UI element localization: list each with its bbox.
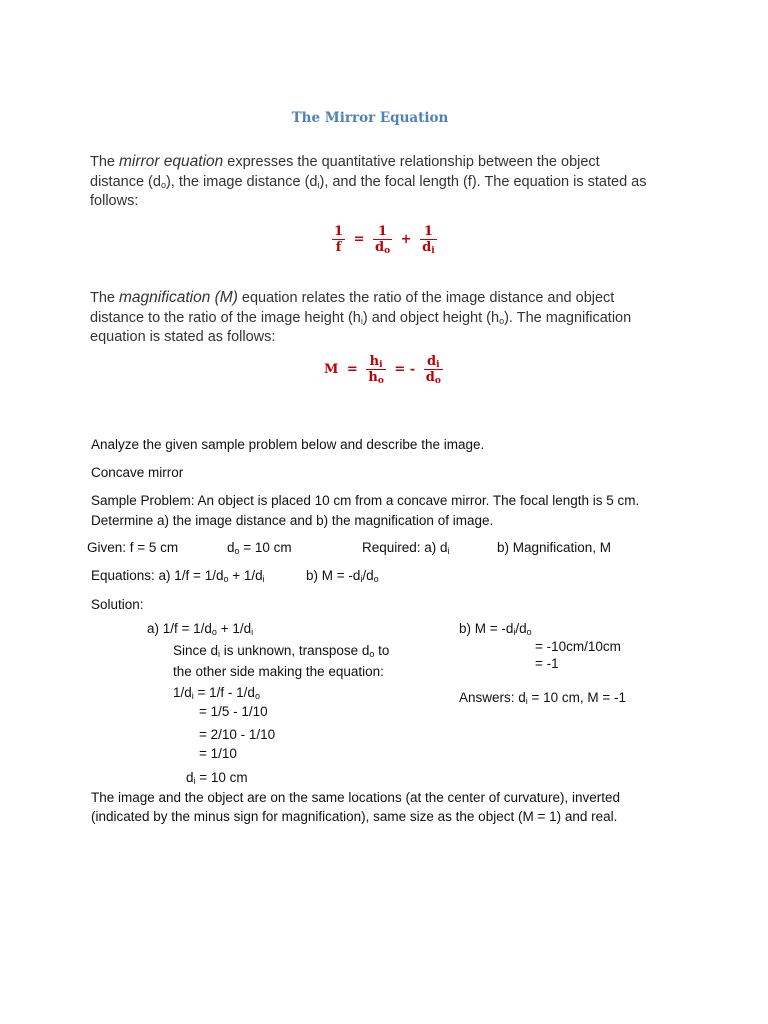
- conclusion: The image and the object are on the same locations (at the center of curvature), inverted (indicated by the minus sign for magnification), same size as the object (M = 1) and real.: [91, 790, 621, 824]
- given-object-distance: $d_o = 10$ cm: [227, 540, 292, 556]
- answers: Answers: $d_i = 10$ cm, M = -1: [459, 690, 627, 705]
- solution-step-3: = 2/10 - 1/10: [199, 727, 276, 742]
- magnification-formula: M = $\frac{h_i}{h_o}$ = - $\frac{d_i}{d_o}$: [324, 354, 441, 386]
- analyze-instruction: Analyze the given sample problem below and describe the image.: [91, 437, 485, 452]
- mirror-type: Concave mirror: [91, 465, 184, 480]
- equation-a: Equations: a) $1/f = 1/d_o + 1/d_i$: [91, 568, 265, 584]
- mirror-equation-formula: $\frac{1}{f}$ = $\frac{1}{d_o}$ + $\frac{1}{d_i}$: [334, 224, 435, 256]
- solution-b-equation: b) $M = -d_i/d_o$: [459, 621, 532, 637]
- solution-step-1: $1/d_i = 1/f - 1/d_o$: [173, 685, 260, 701]
- required-magnification: b) Magnification, M: [497, 540, 612, 555]
- solution-step-4: = 1/10: [199, 746, 237, 761]
- page-title: The Mirror Equation: [291, 110, 449, 126]
- equation-b: b) $M = -d_i/d_o$: [306, 568, 379, 584]
- magnification-paragraph: The magnification (M) equation relates the ratio of the image distance and object distance to the ratio of the image height $(h_i)$ and object height $(h_o)$. The magnification equation is stated as follows:: [90, 289, 632, 345]
- solution-b-step-1: = -10cm/10cm: [535, 639, 621, 654]
- solution-a-equation: a) $1/f = 1/d_o + 1/d_i$: [147, 621, 254, 637]
- sample-problem: Sample Problem: An object is placed 10 cm from a concave mirror. The focal length is 5 cm. Determine a) the image distance and b) the magnification of image.: [91, 493, 640, 528]
- solution-b-step-2: = -1: [535, 656, 559, 671]
- solution-a-result: $d_i = 10$ cm: [186, 770, 248, 786]
- required-image-distance: Required: a) $d_i$: [362, 540, 450, 556]
- mirror-equation-paragraph: The mirror equation expresses the quantitative relationship between the object distance $(d_o)$, the image distance $(d_i)$, and the focal length (f). The equation is stated as follows:: [90, 153, 647, 209]
- solution-label: Solution:: [91, 597, 144, 612]
- solution-a-transpose: Since $d_i$ is unknown, transpose $d_o$ to: [173, 643, 390, 659]
- solution-a-transpose-cont: the other side making the equation:: [173, 664, 384, 679]
- solution-step-2: = 1/5 - 1/10: [199, 704, 268, 719]
- given-focal-length: Given: f = 5 cm: [87, 540, 179, 555]
